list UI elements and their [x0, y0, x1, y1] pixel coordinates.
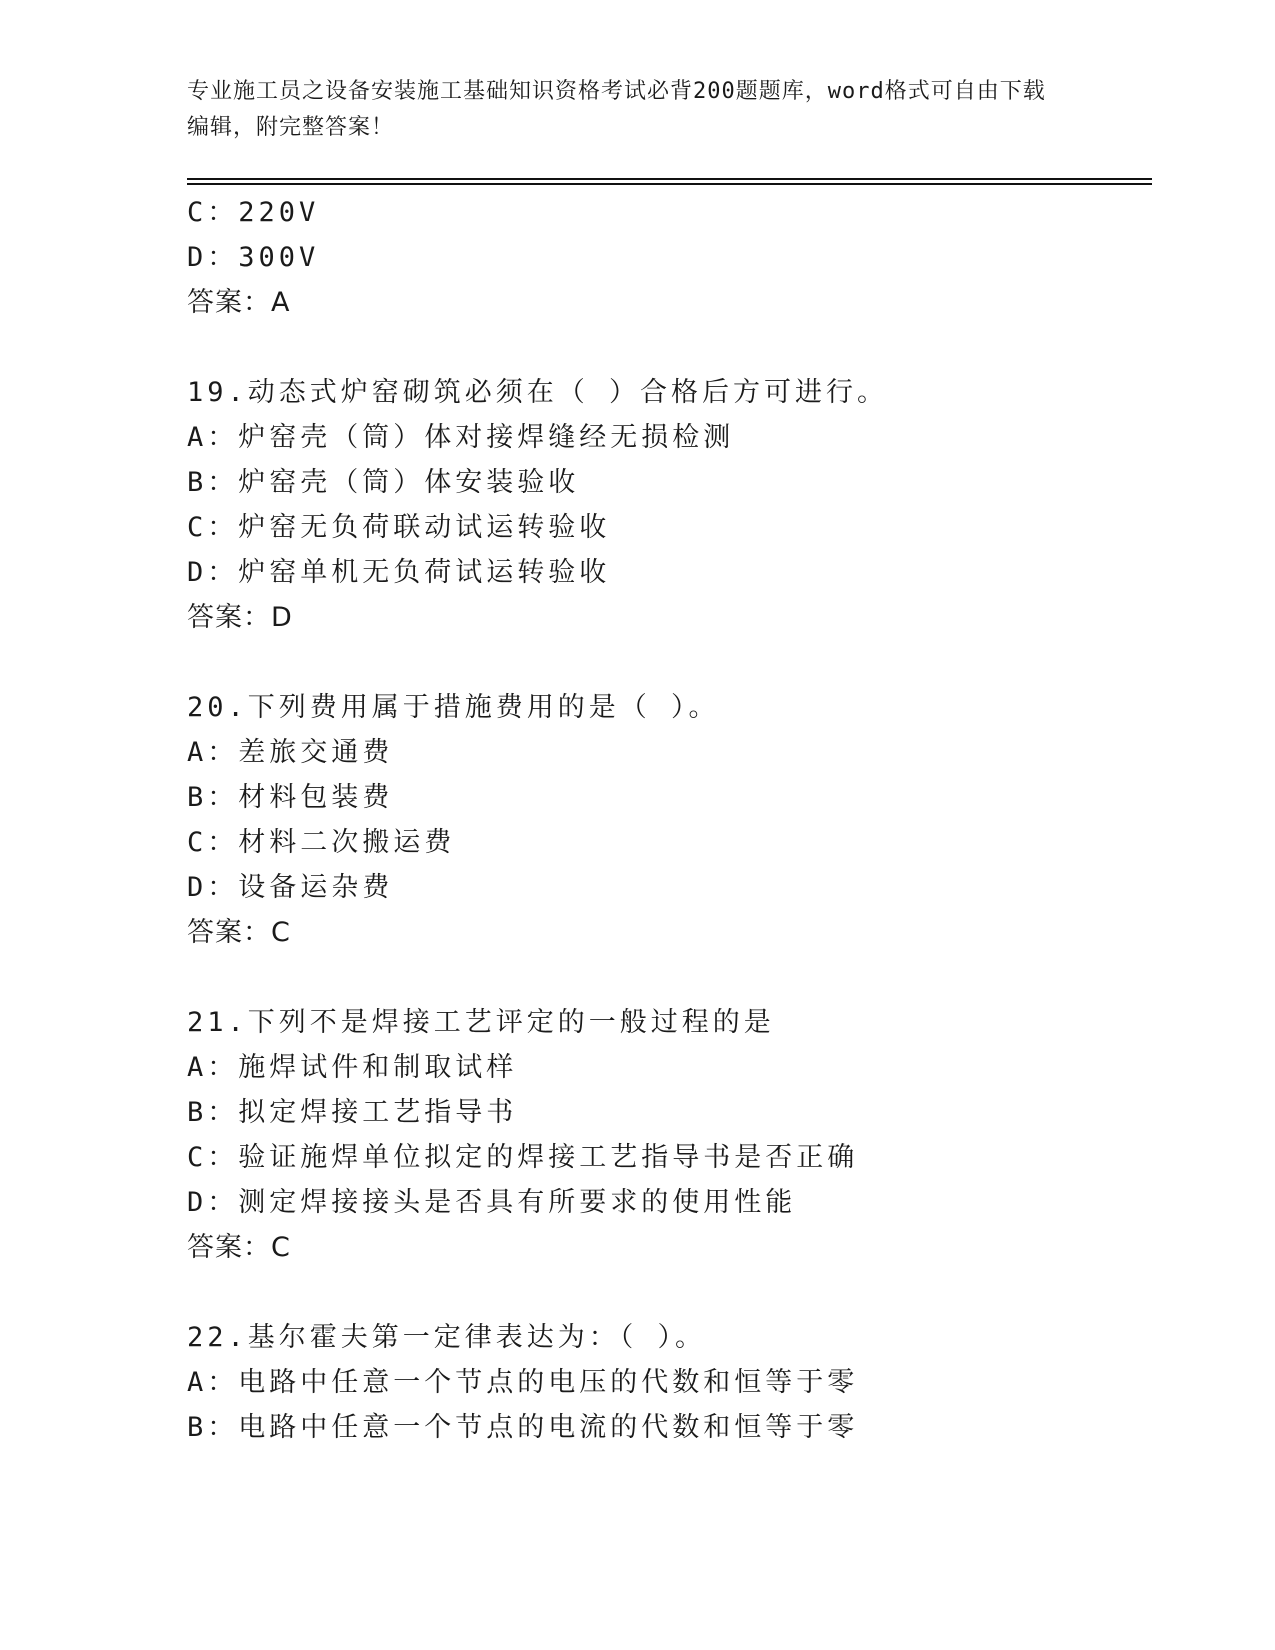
option-d: D：设备运杂费 [187, 872, 394, 903]
option-b: B：拟定焊接工艺指导书 [187, 1097, 518, 1128]
answer-line: 答案：D [187, 602, 293, 633]
answer-line: 答案：C [187, 1232, 291, 1263]
answer-line: 答案：C [187, 917, 291, 948]
option-d: D：测定焊接接头是否具有所要求的使用性能 [187, 1187, 797, 1218]
question-stem: 21.下列不是焊接工艺评定的一般过程的是 [187, 1007, 775, 1038]
option-a: A：施焊试件和制取试样 [187, 1052, 518, 1083]
question-block [187, 190, 1147, 325]
option-d: D：炉窑单机无负荷试运转验收 [187, 557, 611, 588]
page-header [187, 74, 1067, 146]
question-spacer [187, 640, 1147, 685]
answer-line: 答案：A [187, 287, 291, 318]
question-spacer [187, 1270, 1147, 1315]
option-b: B：电路中任意一个节点的电流的代数和恒等于零 [187, 1412, 859, 1443]
option-b: B：材料包装费 [187, 782, 394, 813]
option-c: C：材料二次搬运费 [187, 827, 456, 858]
option-c: C：炉窑无负荷联动试运转验收 [187, 512, 611, 543]
option-d: D：300V [187, 242, 320, 273]
option-a: A：电路中任意一个节点的电压的代数和恒等于零 [187, 1367, 859, 1398]
option-b: B：炉窑壳（筒）体安装验收 [187, 467, 580, 498]
option-c: C：220V [187, 197, 320, 228]
question-spacer [187, 955, 1147, 1000]
header-divider-top [187, 178, 1152, 180]
option-a: A：差旅交通费 [187, 737, 394, 768]
question-list [187, 190, 1147, 1450]
question-block [187, 1000, 1147, 1270]
option-a: A：炉窑壳（筒）体对接焊缝经无损检测 [187, 422, 735, 453]
question-stem: 19.动态式炉窑砌筑必须在（ ）合格后方可进行。 [187, 377, 889, 408]
question-block [187, 1315, 1147, 1450]
question-block [187, 370, 1147, 640]
question-stem: 20.下列费用属于措施费用的是（ ）。 [187, 692, 720, 723]
option-c: C：验证施焊单位拟定的焊接工艺指导书是否正确 [187, 1142, 859, 1173]
document-title: 专业施工员之设备安装施工基础知识资格考试必背200题题库，word格式可自由下载编辑，附完整答案！ [187, 79, 1046, 140]
question-block [187, 685, 1147, 955]
header-divider-bottom [187, 183, 1152, 185]
question-spacer [187, 325, 1147, 370]
question-stem: 22.基尔霍夫第一定律表达为：（ ）。 [187, 1322, 707, 1353]
